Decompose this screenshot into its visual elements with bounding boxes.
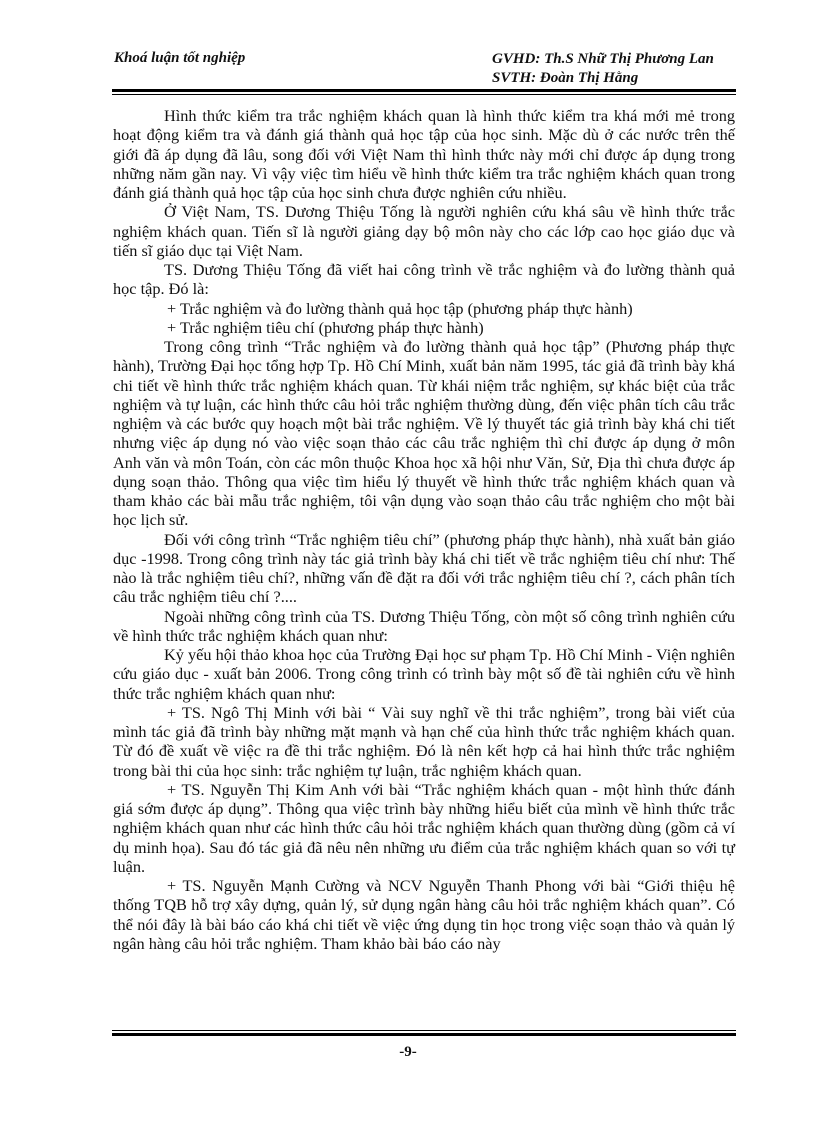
header-advisor: GVHD: Th.S Nhữ Thị Phương Lan [492,51,714,67]
paragraph-vietnam: Ở Việt Nam, TS. Dương Thiệu Tống là người nghiên cứu khá sâu về hình thức trắc nghiệm khách quan. Tiến sĩ là người giảng dạy bộ môn này cho các lớp cao học giáo dục và tiến sĩ giáo dục tại Việt Nam. [113,202,735,260]
paragraph-two-works: TS. Dương Thiệu Tống đã viết hai công trình về trắc nghiệm và đo lường thành quả học tập. Đó là: [113,260,735,299]
header-thesis-title: Khoá luận tốt nghiệp [114,50,246,66]
paragraph-other-works: Ngoài những công trình của TS. Dương Thiệu Tống, còn một số công trình nghiên cứu về hình thức trắc nghiệm khách quan như: [113,606,735,645]
paragraph-conference: Kỷ yếu hội thảo khoa học của Trường Đại học sư phạm Tp. Hồ Chí Minh - Viện nghiên cứu giáo dục - xuất bản 2006. Trong công trình có trình bày một số đề tài nghiên cứu về hình thức trắc nghiệm khách quan như: [113,645,735,703]
list-item-nguyen-manh-cuong: + TS. Nguyễn Mạnh Cường và NCV Nguyễn Thanh Phong với bài “Giới thiệu hệ thống TQB hỗ trợ xây dựng, quản lý, sử dụng ngân hàng câu hỏi trắc nghiệm khách quan”. Có thể nói đây là bài báo cáo khá chi tiết về việc ứng dụng tin học trong việc soạn thảo và quản lý ngân hàng câu hỏi trắc nghiệm. Tham khảo bài báo cáo này [113,876,735,953]
page-number: -9- [399,1044,417,1060]
header-divider-thin [112,94,736,95]
header-divider-thick [112,89,736,92]
list-item-work-1: + Trắc nghiệm và đo lường thành quả học tập (phương pháp thực hành) [167,298,633,318]
paragraph-work-2-review: Đối với công trình “Trắc nghiệm tiêu chí” (phương pháp thực hành), nhà xuất bản giáo dục -1998. Trong công trình này tác giả trình bày khá chi tiết về trắc nghiệm tiêu chí như: Thế nào là trắc nghiệm tiêu chí?, những vấn đề đặt ra đối với trắc nghiệm tiêu chí ?, cách phân tích câu trắc nghiệm tiêu chí ?.... [113,529,735,607]
list-item-ngo-thi-minh: + TS. Ngô Thị Minh với bài “ Vài suy nghĩ về thi trắc nghiệm”, trong bài viết của mình tác giả đã trình bày những mặt mạnh và hạn chế của hình thức trắc nghiệm khách quan. Từ đó đề xuất về việc ra đề thi trắc nghiệm. Đó là nên kết hợp cả hai hình thức trắc nghiệm trong bài thi của học sinh: trắc nghiệm tự luận, trắc nghiệm khách quan. [113,702,735,780]
footer-divider-thin [112,1030,736,1031]
header-credits [492,50,714,88]
paragraph-intro: Hình thức kiểm tra trắc nghiệm khách quan là hình thức kiểm tra khá mới mẻ trong hoạt động kiểm tra và đánh giá thành quả học tập của học sinh. Mặc dù ở các nước trên thế giới đã áp dụng đã lâu, song đối với Việt Nam thì hình thức này mới chỉ được áp dụng trong những năm gần nay. Vì vậy việc tìm hiểu về hình thức kiểm tra trắc nghiệm khách quan trong đánh giá thành quả học tập của học sinh chưa được nghiên cứu nhiều. [113,106,735,202]
footer-divider-thick [112,1033,736,1036]
body-text [113,106,735,953]
list-item-nguyen-thi-kim-anh: + TS. Nguyễn Thị Kim Anh với bài “Trắc nghiệm khách quan - một hình thức đánh giá sớm được áp dụng”. Thông qua việc trình bày những hiểu biết của mình về hình thức trắc nghiệm khách quan như các hình thức câu hỏi trắc nghiệm khách quan thường dùng (gồm cả ví dụ minh họa). Sau đó tác giả đã nêu nên những ưu điểm của trắc nghiệm khách quan so với tự luận. [113,779,735,876]
header-student: SVTH: Đoàn Thị Hằng [492,70,639,86]
list-item-work-2: + Trắc nghiệm tiêu chí (phương pháp thực hành) [167,317,484,337]
paragraph-work-1-review: Trong công trình “Trắc nghiệm và đo lường thành quả học tập” (Phương pháp thực hành), Trường Đại học tổng hợp Tp. Hồ Chí Minh, xuất bản năm 1995, tác giả đã trình bày khá chi tiết về hình thức trắc nghiệm khách quan. Từ khái niệm trắc nghiệm, sự khác biệt của trắc nghiệm và tự luận, các hình thức câu hỏi trắc nghiệm thường dùng, đến việc phân tích câu trắc nghiệm và các bước quy hoạch một bài trắc nghiệm. Về lý thuyết tác giả trình bày khá chi tiết nhưng việc áp dụng nó vào việc soạn thảo các câu trắc nghiệm thì chỉ được áp dụng ở môn Anh văn và môn Toán, còn các môn thuộc Khoa học xã hội như Văn, Sử, Địa thì chưa được áp dụng soạn thảo. Thông qua việc tìm hiểu lý thuyết về hình thức trắc nghiệm khách quan và tham khảo các bài mẫu trắc nghiệm, tôi vận dụng vào soạn thảo câu trắc nghiệm cho một bài học lịch sử. [113,337,735,530]
